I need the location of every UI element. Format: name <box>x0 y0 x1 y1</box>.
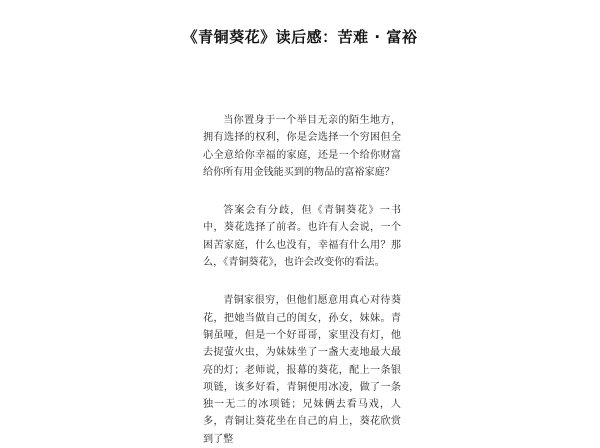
document-title: 《青铜葵花》读后感：苦难 · 富裕 <box>182 28 418 46</box>
paragraph-3: 青铜家很穷，但他们愿意用真心对待葵花，把她当做自己的闺女，孙女，妹妹。青铜虽哑，但是一个好哥哥，家里没有灯，他去捉萤火虫，为妹妹坐了一盏大麦地最大最亮的灯；老师说，报幕的葵花，配上一条银项链，该多好看，青铜便用冰凌，做了一条独一无二的冰项链；兄妹俩去看马戏，人多，青铜让葵花坐在自己的肩上，葵花欣赏到了整 <box>203 295 401 445</box>
document-body <box>203 112 401 448</box>
paragraph-1: 当你置身于一个举目无亲的陌生地方，拥有选择的权利，你是会选择一个穷困但全心全意给你幸福的家庭，还是一个给你财富给你所有用金钱能买到的物品的富裕家庭？ <box>203 115 401 178</box>
paragraph-2: 答案会有分歧，但《青铜葵花》一书中，葵花选择了前者。也许有人会说，一个困苦家庭，什么也没有，幸福有什么用？那么，《青铜葵花》，也许会改变你的看法。 <box>203 205 401 269</box>
